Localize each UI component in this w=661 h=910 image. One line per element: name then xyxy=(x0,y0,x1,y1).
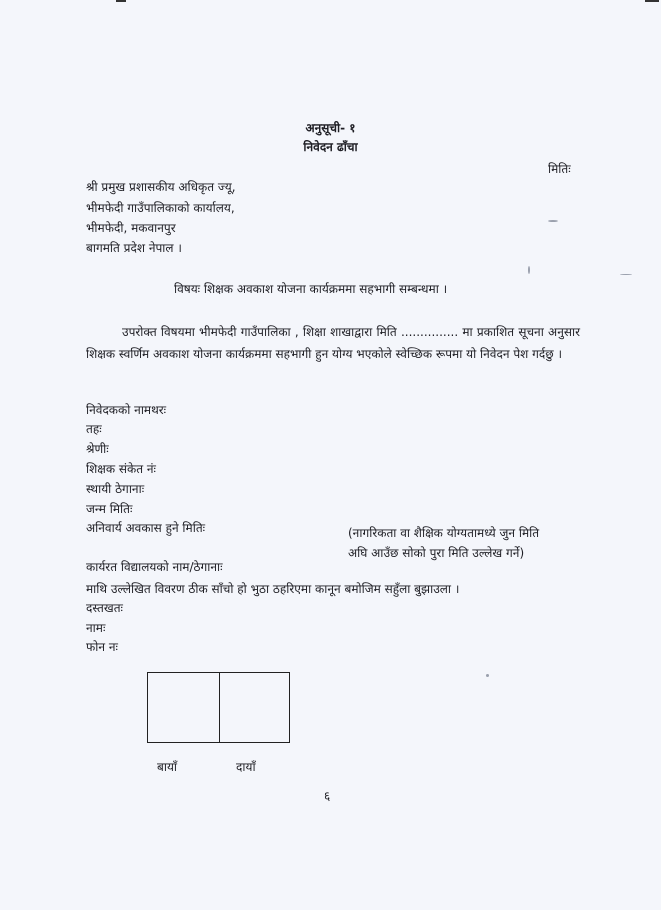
scan-speck xyxy=(548,220,558,222)
date-label: मितिः xyxy=(548,162,571,176)
schedule-heading: अनुसूची- १ xyxy=(305,121,356,135)
body-paragraph xyxy=(86,321,580,365)
birth-date-label: जन्म मितिः xyxy=(86,502,133,516)
body-paragraph-text: उपरोक्त विषयमा भीमफेदी गाउँपालिका , शिक्षा शाखाद्वारा मिति ............... मा प्रकाशित सूचना अनुसार शिक्षक स्वर्णिम अवकाश योजना कार्यक्रममा सहभागी हुन योग्य भएकोले स्वेच्छिक रूपमा यो निवेदन पेश गर्दछु । xyxy=(86,325,580,361)
scan-speck xyxy=(528,266,530,274)
declaration-text: माथि उल्लेखित विवरण ठीक साँचो हो भुठा ठहरिएमा कानून बमोजिम सहुँला बुझाउला । xyxy=(86,582,460,596)
left-thumb-label: बायाँ xyxy=(157,760,178,774)
right-thumb-label: दायाँ xyxy=(236,760,256,774)
scan-edge-mark xyxy=(645,0,659,2)
addressee-line-1: श्री प्रमुख प्रशासकीय अधिकृत ज्यू, xyxy=(86,180,236,194)
level-label: तहः xyxy=(86,422,102,436)
permanent-address-label: स्थायी ठेगानाः xyxy=(86,482,145,496)
phone-label: फोन नः xyxy=(86,640,118,654)
name-label: नामः xyxy=(86,621,106,635)
form-title: निवेदन ढाँचा xyxy=(303,140,358,154)
subject-line: विषयः शिक्षक अवकाश योजना कार्यक्रममा सहभागी सम्बन्धमा । xyxy=(174,282,448,296)
thumbprint-box xyxy=(147,672,290,743)
scan-speck xyxy=(486,674,489,677)
scan-mark xyxy=(116,0,126,2)
thumbprint-divider xyxy=(219,673,220,742)
signature-label: दस्तखतः xyxy=(86,601,123,615)
addressee-line-4: बागमति प्रदेश नेपाल । xyxy=(86,241,182,255)
retirement-date-label: अनिवार्य अवकास हुने मितिः xyxy=(86,521,206,535)
teacher-code-label: शिक्षक संकेत नंः xyxy=(86,462,156,476)
addressee-line-3: भीमफेदी, मकवानपुर xyxy=(86,221,176,235)
school-label: कार्यरत विद्यालयको नाम/ठेगानाः xyxy=(86,560,223,574)
applicant-name-label: निवेदकको नामथरः xyxy=(86,403,167,417)
grade-label: श्रेणीः xyxy=(86,442,109,456)
retirement-note-line-2: अघि आउँछ सोको पुरा मिति उल्लेख गर्ने) xyxy=(348,546,525,560)
scan-speck xyxy=(620,274,632,275)
retirement-note-line-1: (नागरिकता वा शैक्षिक योग्यतामध्ये जुन मिति xyxy=(348,526,540,540)
addressee-line-2: भीमफेदी गाउँपालिकाको कार्यालय, xyxy=(86,201,235,215)
page-number: ६ xyxy=(324,789,331,803)
